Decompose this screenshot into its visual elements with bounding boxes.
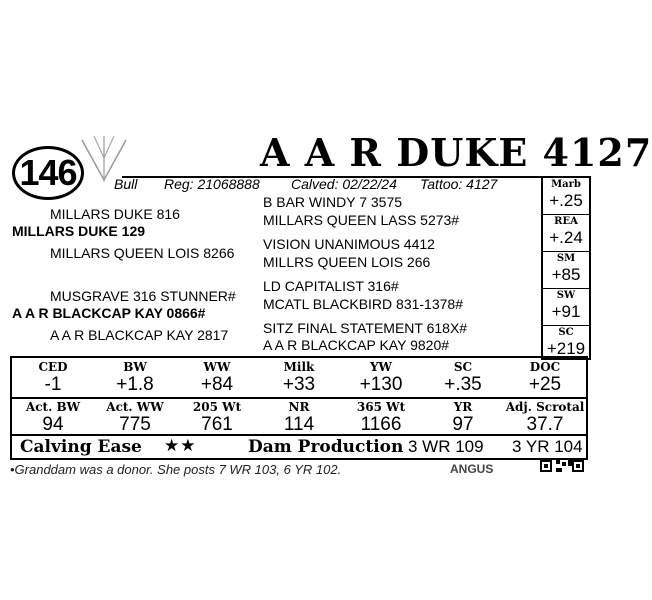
side-epd-label: SC: [558, 327, 574, 338]
animal-name: A A R DUKE 4127: [260, 130, 652, 175]
epd-value-sc: +.35: [444, 374, 482, 395]
calving-ease-label: Calving Ease: [20, 437, 142, 457]
actual-label-yr: YR: [453, 400, 473, 414]
angus-logo: ANGUS: [450, 462, 494, 476]
dam-production-wr: 3 WR 109: [408, 437, 484, 456]
actual-label-205wt: 205 Wt: [192, 400, 242, 414]
calving-dam-bar: [10, 436, 588, 460]
epd-value-doc: +25: [528, 374, 562, 395]
pedigree-dam-dam-dam: A A R BLACKCAP KAY 9820#: [263, 337, 450, 353]
actual-value-yr: 97: [452, 414, 474, 435]
epd-value-ww: +84: [200, 374, 234, 395]
side-epd-value: +91: [551, 302, 581, 321]
animal-sex: Bull: [114, 176, 138, 192]
lot-card: [10, 130, 652, 477]
actuals-value-row: [12, 414, 586, 436]
pedigree-sire: MILLARS DUKE 129: [12, 223, 146, 239]
lot-number: 146: [19, 152, 77, 193]
tattoo: Tattoo: 4127: [420, 176, 498, 192]
side-epd-value: +85: [551, 265, 581, 284]
pedigree-sire-sire-sire: B BAR WINDY 7 3575: [263, 194, 403, 210]
epd-label-ww: WW: [203, 360, 231, 374]
side-epd-label: SW: [556, 290, 576, 301]
actual-value-205wt: 761: [201, 414, 233, 435]
pedigree-dam-sire-sire: LD CAPITALIST 316#: [263, 278, 399, 294]
actual-value-365wt: 1166: [360, 414, 402, 435]
epd-value-bw: +1.8: [116, 374, 154, 395]
epd-header-row: [12, 360, 586, 374]
actual-label-ww: Act. WW: [106, 400, 164, 414]
epd-label-sc: SC: [453, 360, 473, 374]
actual-value-bw: 94: [42, 414, 64, 435]
actual-label-nr: NR: [288, 400, 310, 414]
epd-label-bw: BW: [123, 360, 147, 374]
pedigree-sire-dam-sire: VISION UNANIMOUS 4412: [263, 236, 435, 252]
side-epd-sm: [543, 252, 589, 289]
side-epd-value: +.25: [549, 191, 583, 210]
side-epd-sw: [543, 289, 589, 326]
pedigree-dam: A A R BLACKCAP KAY 0866#: [12, 305, 206, 321]
calved-date: Calved: 02/22/24: [291, 176, 397, 192]
pedigree-sire-dam-dam: MILLRS QUEEN LOIS 266: [263, 254, 431, 270]
side-epd-value: +219: [546, 339, 586, 358]
actual-value-adj-scrotal: 37.7: [526, 414, 564, 435]
side-epd-marb: [543, 178, 589, 215]
pedigree-dam-dam: A A R BLACKCAP KAY 2817: [50, 327, 229, 343]
pedigree-sire-dam: MILLARS QUEEN LOIS 8266: [50, 245, 235, 261]
pedigree-dam-sire-dam: MCATL BLACKBIRD 831-1378#: [263, 296, 463, 312]
side-epd-label: REA: [554, 216, 578, 227]
side-epd-label: Marb: [551, 179, 581, 190]
actual-label-bw: Act. BW: [25, 400, 81, 414]
epd-value-milk: +33: [282, 374, 316, 395]
epd-value-yw: +130: [359, 374, 403, 395]
dam-production-yr: 3 YR 104: [512, 437, 583, 456]
epd-label-milk: Milk: [283, 360, 315, 374]
pedigree-sire-sire: MILLARS DUKE 816: [50, 206, 180, 222]
actual-value-ww: 775: [119, 414, 151, 435]
registration-number: Reg: 21068888: [164, 176, 260, 192]
epd-grid: [10, 356, 588, 436]
pedigree-dam-dam-sire: SITZ FINAL STATEMENT 618X#: [263, 320, 468, 336]
actuals-header-row: [12, 400, 586, 414]
comment-note: •Granddam was a donor. She posts 7 WR 103, 6 YR 102.: [10, 462, 342, 477]
qr-code-icon: [540, 460, 584, 472]
side-epd-value: +.24: [549, 228, 583, 247]
actual-label-adj-scrotal: Adj. Scrotal: [505, 400, 585, 414]
grid-divider: [12, 397, 586, 399]
side-epd-label: SM: [556, 253, 576, 264]
actual-label-365wt: 365 Wt: [356, 400, 406, 414]
epd-label-ced: CED: [38, 360, 68, 374]
epd-value-row: [12, 374, 586, 396]
epd-label-doc: DOC: [529, 360, 561, 374]
actual-value-nr: 114: [283, 414, 315, 435]
pedigree-sire-sire-dam: MILLARS QUEEN LASS 5273#: [263, 212, 460, 228]
side-epd-rea: [543, 215, 589, 252]
carcass-epd-box: [541, 176, 591, 360]
pedigree-dam-sire: MUSGRAVE 316 STUNNER#: [50, 288, 236, 304]
epd-label-yw: YW: [369, 360, 393, 374]
dam-production-label: Dam Production: [248, 437, 404, 457]
epd-value-ced: -1: [44, 374, 62, 395]
calving-ease-stars: ★★: [164, 436, 197, 455]
